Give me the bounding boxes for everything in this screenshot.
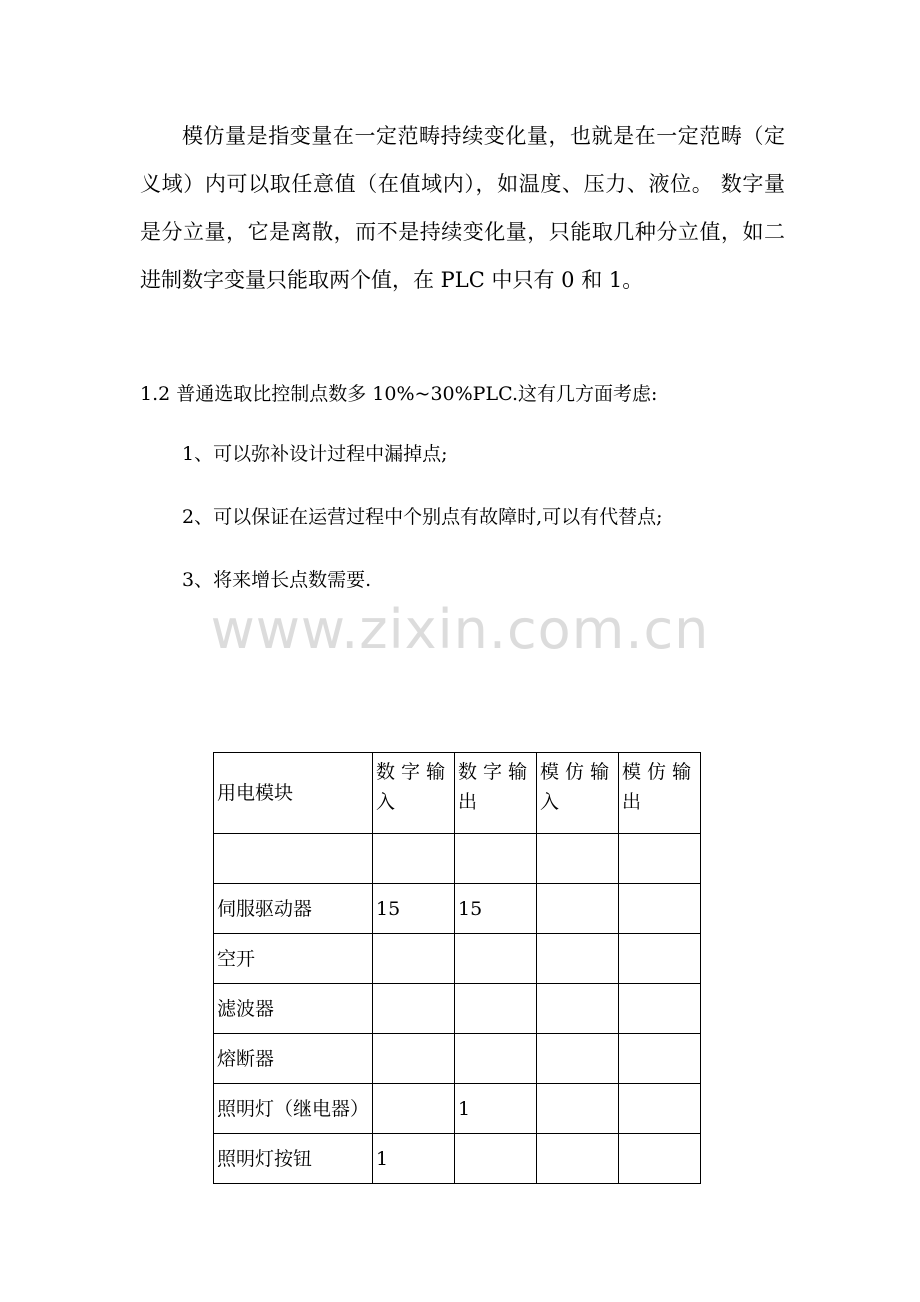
table-cell <box>455 984 537 1034</box>
header-analog-input: 模 仿 输入 <box>537 753 619 834</box>
table-cell <box>619 1134 701 1184</box>
table-cell <box>214 834 373 884</box>
table-cell <box>619 884 701 934</box>
table-cell: 伺服驱动器 <box>214 884 373 934</box>
watermark: www.zixin.com.cn <box>210 598 710 661</box>
table-cell <box>373 834 455 884</box>
table-cell: 照明灯（继电器） <box>214 1084 373 1134</box>
table-cell: 照明灯按钮 <box>214 1134 373 1184</box>
table-header-row <box>214 753 701 834</box>
table-row <box>214 884 701 934</box>
table-row <box>214 984 701 1034</box>
table-cell: 1 <box>455 1084 537 1134</box>
table-cell <box>537 1084 619 1134</box>
table-cell <box>619 1034 701 1084</box>
table-row <box>214 1034 701 1084</box>
table-row <box>214 934 701 984</box>
header-digital-input: 数 字 输入 <box>373 753 455 834</box>
table-cell <box>455 834 537 884</box>
table-cell <box>455 934 537 984</box>
table-cell <box>619 984 701 1034</box>
table-row <box>214 834 701 884</box>
list-item: 3、将来增长点数需要. <box>182 569 372 591</box>
table-cell <box>537 1034 619 1084</box>
table-cell <box>373 1034 455 1084</box>
reasons-list <box>182 432 663 621</box>
section-heading: 1.2 普通选取比控制点数多 10%~30%PLC.这有几方面考虑: <box>140 383 658 405</box>
list-item: 1、可以弥补设计过程中漏掉点; <box>182 443 448 465</box>
table-cell <box>373 934 455 984</box>
table-cell <box>619 834 701 884</box>
table-cell: 熔断器 <box>214 1034 373 1084</box>
header-analog-output: 模 仿 输出 <box>619 753 701 834</box>
table-cell <box>373 1084 455 1134</box>
table-row <box>214 1134 701 1184</box>
table-cell <box>619 1084 701 1134</box>
table-cell <box>537 1134 619 1184</box>
table-cell <box>537 934 619 984</box>
table-cell <box>455 1134 537 1184</box>
table-row <box>214 1084 701 1134</box>
table-cell: 15 <box>373 884 455 934</box>
header-digital-output: 数 字 输出 <box>455 753 537 834</box>
table-cell: 15 <box>455 884 537 934</box>
header-module: 用电模块 <box>214 753 373 834</box>
table-cell <box>373 984 455 1034</box>
module-io-table <box>213 752 701 1184</box>
intro-paragraph: 模仿量是指变量在一定范畴持续变化量，也就是在一定范畴（定义域）内可以取任意值（在值域内），如温度、压力、液位。 数字量是分立量，它是离散，而不是持续变化量，只能取几种分立值，如二进制数字变量只能取两个值，在 PLC 中只有 0 和 1。 <box>140 124 785 292</box>
table-cell <box>619 934 701 984</box>
table-cell: 滤波器 <box>214 984 373 1034</box>
table-cell <box>537 984 619 1034</box>
table-cell <box>537 884 619 934</box>
table-cell: 空开 <box>214 934 373 984</box>
table-cell: 1 <box>373 1134 455 1184</box>
table-cell <box>537 834 619 884</box>
list-item: 2、可以保证在运营过程中个别点有故障时,可以有代替点; <box>182 506 663 528</box>
table-cell <box>455 1034 537 1084</box>
